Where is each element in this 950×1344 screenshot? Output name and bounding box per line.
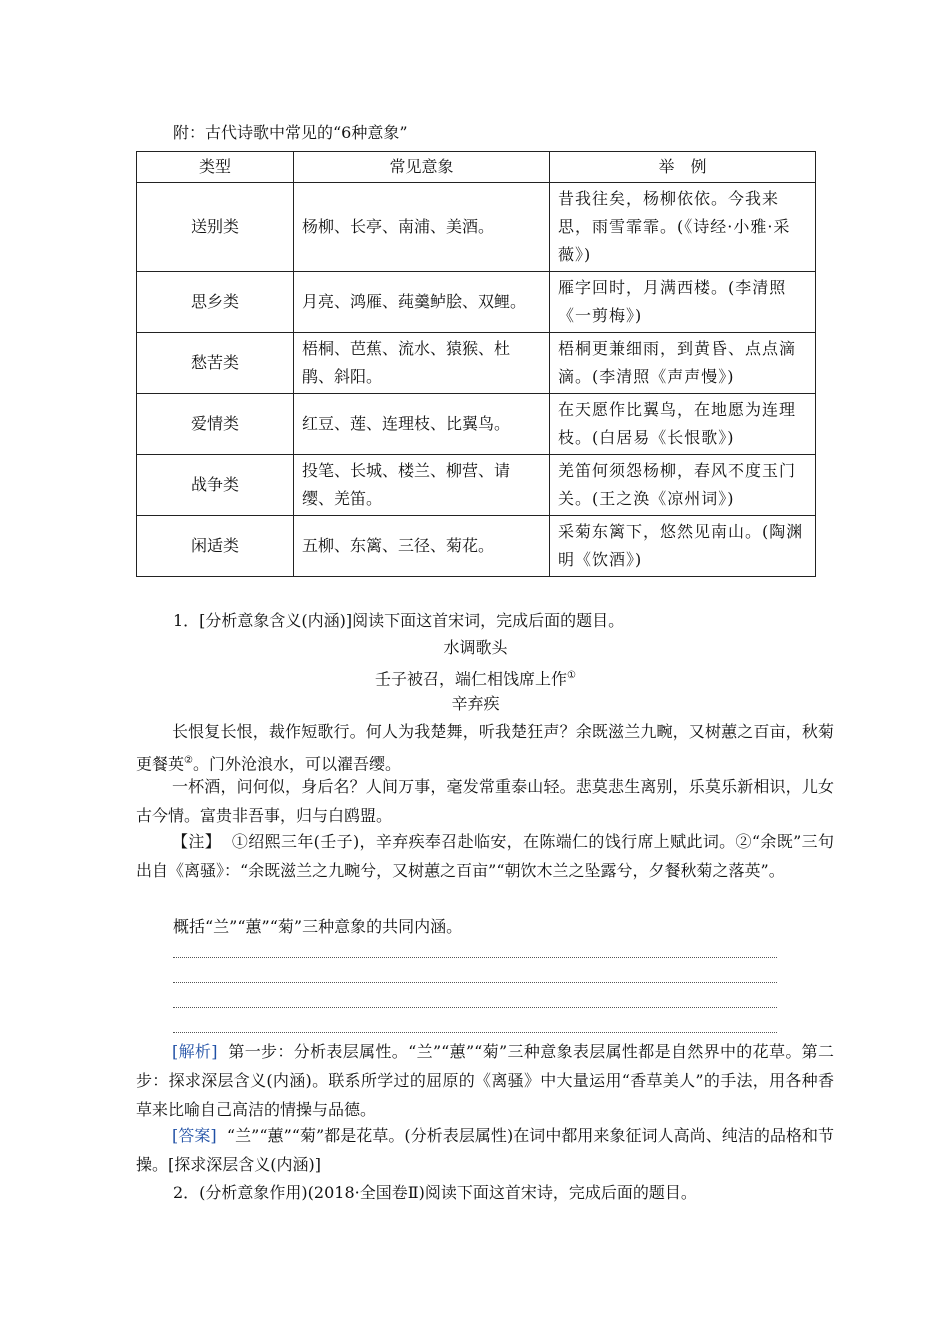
row-images: 杨柳、长亭、南浦、美酒。 — [294, 183, 550, 272]
answer-text: “兰”“蕙”“菊”都是花草。(分析表层属性)在词中都用来象征词人高尚、纯洁的品格和节操。[探求深层含义(内涵)] — [136, 1126, 834, 1174]
note-text: ①绍熙三年(壬子)，辛弃疾奉召赴临安，在陈端仁的饯行席上赋此词。②“余既”三句出自《离骚》：“余既滋兰之九畹兮，又树蕙之百亩”“朝饮木兰之坠露兮，夕餐秋菊之落英”。 — [136, 832, 834, 880]
table-row — [137, 272, 816, 333]
answer-line — [173, 982, 777, 983]
analysis-label: [解析] — [172, 1042, 218, 1061]
table-row — [137, 516, 816, 577]
row-type: 闲适类 — [137, 516, 294, 577]
q1-intro: 1．[分析意象含义(内涵)]阅读下面这首宋词，完成后面的题目。 — [173, 611, 625, 630]
header-example: 举 例 — [550, 152, 816, 183]
analysis-text: 第一步：分析表层属性。“兰”“蕙”“菊”三种意象表层属性都是自然界中的花草。第二步：探求深层含义(内涵)。联系所学过的屈原的《离骚》中大量运用“香草美人”的手法，用各种香草来比喻自己高洁的情操与品德。 — [136, 1042, 834, 1119]
row-type: 爱情类 — [137, 394, 294, 455]
row-example: 羌笛何须怨杨柳，春风不度玉门关。(王之涣《凉州词》) — [550, 455, 816, 516]
row-images: 五柳、东篱、三径、菊花。 — [294, 516, 550, 577]
poem-title: 水调歌头 — [443, 638, 508, 657]
poem-author: 辛弃疾 — [451, 694, 500, 713]
answer-line — [173, 1032, 777, 1033]
row-images: 红豆、莲、连理枝、比翼鸟。 — [294, 394, 550, 455]
answer-line — [173, 957, 777, 958]
analysis-block — [136, 1037, 834, 1124]
header-type: 类型 — [137, 152, 294, 183]
table-header-row — [137, 152, 816, 183]
row-type: 愁苦类 — [137, 333, 294, 394]
table-row — [137, 455, 816, 516]
note-label: 【注】 — [172, 832, 222, 851]
table-caption: 附：古代诗歌中常见的“6种意象” — [173, 123, 408, 142]
answer-line — [173, 1007, 777, 1008]
poem-note — [136, 827, 834, 885]
row-images: 月亮、鸿雁、莼羹鲈脍、双鲤。 — [294, 272, 550, 333]
row-type: 思乡类 — [137, 272, 294, 333]
row-example: 在天愿作比翼鸟，在地愿为连理枝。(白居易《长恨歌》) — [550, 394, 816, 455]
stanza-1-text: 长恨复长恨，裁作短歌行。何人为我楚舞，听我楚狂声？余既滋兰九畹，又树蕙之百亩，秋菊更餐英 — [136, 722, 834, 774]
row-images: 梧桐、芭蕉、流水、猿猴、杜鹃、斜阳。 — [294, 333, 550, 394]
table-row — [137, 333, 816, 394]
stanza-1-text-end: 。门外沧浪水，可以濯吾缨。 — [192, 754, 401, 774]
answer-block — [136, 1121, 834, 1179]
answer-label: [答案] — [172, 1126, 217, 1145]
q1-question: 概括“兰”“蕙”“菊”三种意象的共同内涵。 — [173, 917, 463, 936]
row-example: 采菊东篱下，悠然见南山。(陶渊明《饮酒》) — [550, 516, 816, 577]
q2-intro: 2．(分析意象作用)(2018·全国卷Ⅱ)阅读下面这首宋诗，完成后面的题目。 — [173, 1183, 697, 1202]
footnote-marker: ② — [184, 755, 193, 766]
table-row — [137, 394, 816, 455]
imagery-table — [136, 151, 816, 577]
row-example: 雁字回时，月满西楼。(李清照《一剪梅》) — [550, 272, 816, 333]
poem-subtitle-text: 壬子被召，端仁相饯席上作 — [375, 669, 568, 689]
poem-stanza-1 — [136, 717, 834, 778]
row-type: 送别类 — [137, 183, 294, 272]
row-example: 梧桐更兼细雨，到黄昏、点点滴滴。(李清照《声声慢》) — [550, 333, 816, 394]
row-example: 昔我往矣，杨柳依依。今我来思，雨雪霏霏。(《诗经·小雅·采薇》) — [550, 183, 816, 272]
poem-stanza-2: 一杯酒，问何似，身后名？人间万事，毫发常重泰山轻。悲莫悲生离别，乐莫乐新相识，儿女古今情。富贵非吾事，归与白鸥盟。 — [136, 777, 834, 825]
row-images: 投笔、长城、楼兰、柳营、请缨、羌笛。 — [294, 455, 550, 516]
row-type: 战争类 — [137, 455, 294, 516]
footnote-marker: ① — [567, 670, 576, 681]
header-images: 常见意象 — [294, 152, 550, 183]
table-row — [137, 183, 816, 272]
